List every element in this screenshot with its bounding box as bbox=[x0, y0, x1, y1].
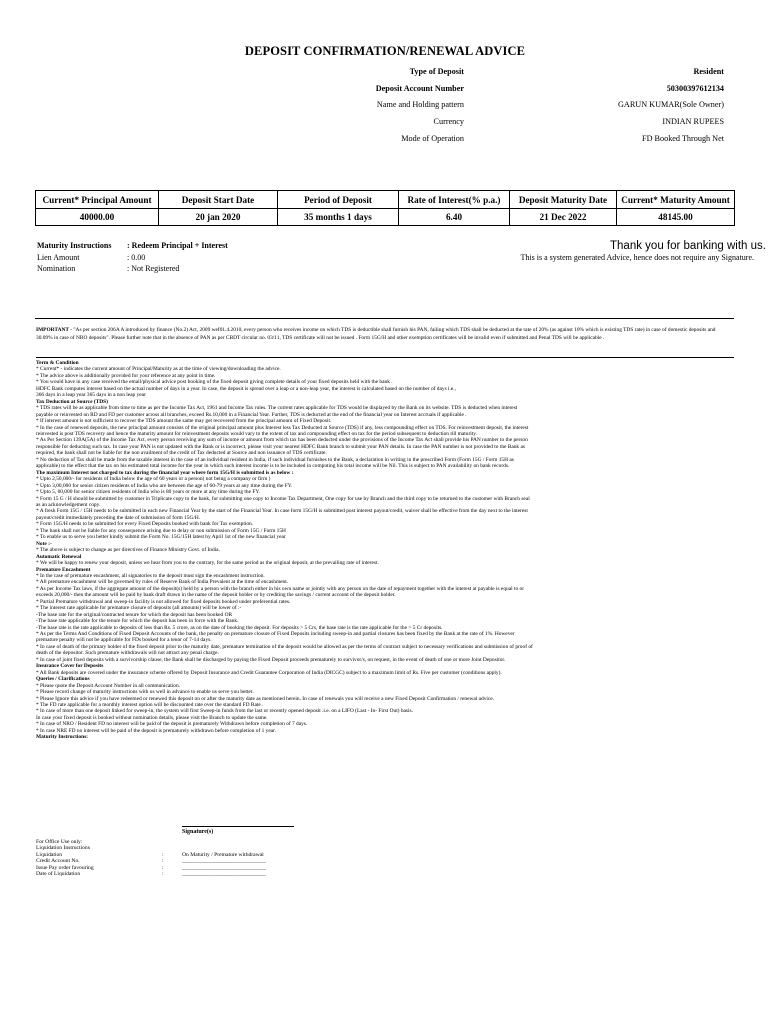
office-label: Credit Account No. bbox=[36, 858, 80, 865]
terms-line: * A fresh Form 15G / 15H needs to be submitted in each new Financial Year by the start of the Financial Year. In case form 15G/H is submitted post interest payout/credit, waiver shall be effective from the day next to the interest bbox=[36, 508, 528, 515]
terms-line: * The interest rate applicable for premature closure of deposits (all amounts) will be lower of :- bbox=[36, 605, 242, 612]
detail-label: Deposit Account Number bbox=[375, 84, 464, 93]
detail-value: 50300397612134 bbox=[666, 84, 724, 93]
terms-line: responsible for deducting such tax. In case your PAN is not updated with the Bank or is incorrect, please visit your nearest HDFC Bank branch to submit your PAN details. In case the PAN number is not provided to the Bank as bbox=[36, 443, 525, 450]
detail-value: GARUN KUMAR(Sole Owner) bbox=[618, 100, 724, 109]
terms-line: -The base rate for the original/contracted tenure for which the deposit has been booked OR bbox=[36, 611, 233, 618]
summary-value-cell: 35 months 1 days bbox=[278, 209, 399, 226]
thanks-message: Thank you for banking with us. bbox=[610, 240, 766, 252]
terms-line: * TDS rates will be as applicable from time to time as per the Income Tax Act, 1961 and Income Tax rules. The current rates applicable for TDS would be displayed by the Bank on its website. TDS is deducted when interest bbox=[36, 405, 518, 412]
detail-label: Currency bbox=[433, 117, 464, 126]
signature-line bbox=[182, 826, 294, 827]
terms-heading: Insurance Cover for Deposits bbox=[36, 663, 104, 670]
terms-line: * In case of joint fixed deposits with a survivorship clause, the Bank shall be discharged by paying the Fixed Deposit proceeds prematurely to survivor/s, on request, in the event of death of one or more Joint Depositor. bbox=[36, 656, 506, 663]
summary-header-row bbox=[36, 191, 735, 209]
office-value: ______________________________ bbox=[182, 858, 266, 865]
terms-line: * In case of more than one deposit linked for sweep-in, the system will first Sweep-in funds from the last or recently opened deposit .i.e. on a LIFO (Last - In- First Out) basis. bbox=[36, 708, 413, 715]
important-text: "As per section 206A A introduced by finance (No.2) Act, 2009 wef01.4.2010, every person who receives income on which TDS is deductible shall furnish his PAN, failing which TDS shall be deducted at the rate of 20% (as against 10% which is existing TDS rate) in case of domestic deposits and 30.09% in case of NRO deposits". Please further note that in the absence of PAN as per CBDT circular no. 03/11, TDS certificate will not be issued . Form 15G/H and other exemption certificates will be invalid even if submitted and Penal TDS will be applicable . bbox=[36, 327, 716, 341]
terms-line: In case your fixed deposit is booked without nomination details, please visit the Branch to update the same. bbox=[36, 714, 268, 721]
detail-value: INDIAN RUPEES bbox=[662, 117, 724, 126]
summary-value-row bbox=[36, 209, 735, 226]
detail-label: Type of Deposit bbox=[409, 67, 464, 76]
terms-line: -The base rate is the rate applicable to deposits of less than Rs. 5 crore, as on the date of booking the deposit. For deposits > 5 Crs, the base rate is the rate applicable for the > 5 Cr deposits. bbox=[36, 624, 443, 631]
office-label: Liquidation bbox=[36, 851, 63, 858]
office-label: Issue Pay order favouring bbox=[36, 864, 94, 871]
terms-line: 366 days in a leap year 365 days in a non leap year bbox=[36, 392, 146, 399]
terms-line: * Upto 5, 00,000 for senior citizen residents of India who is 80 years or more at any time during the FY. bbox=[36, 489, 260, 496]
terms-line: * Upto 3,00,000 for senior citizen residents of India who are between the age of 60-79 years at any time during the FY. bbox=[36, 482, 293, 489]
page-title: DEPOSIT CONFIRMATION/RENEWAL ADVICE bbox=[244, 44, 526, 58]
office-separator: : bbox=[162, 864, 164, 871]
terms-line: * Please record change of maturity instructions with us well in advance to enable us serve you better. bbox=[36, 689, 254, 696]
terms-line: * Current* - indicates the current amount of Principal/Maturity as at the time of viewing/downloading the advice. bbox=[36, 366, 281, 373]
office-value: On Maturity / Premature withdrawal bbox=[182, 851, 264, 858]
terms-line: premature penalty will not be applicable for FDs booked for a tenor of 7-14 days. bbox=[36, 637, 212, 644]
maturity-label: Maturity Instructions bbox=[37, 241, 112, 250]
terms-line: * As Per Section 139A(5A) of the Income Tax Act, every person receiving any sum of income or amount from which tax has been deducted under the provisions of the Income Tax Act shall provide his PAN number to the person bbox=[36, 437, 528, 444]
terms-line: * Form 15 G / H should be submitted by customer in Triplicate copy to the bank, for submitting one copy to Income Tax Department, One copy for use by Branch and the third copy to be returned to the customer with Branch seal bbox=[36, 495, 530, 502]
terms-line: * To enable us to serve you better kindly submit the Form No. 15G/15H latest by April 1st of the new financial year bbox=[36, 534, 286, 541]
terms-line: exceeds 20,000/- then the amount will be paid by bank draft drawn in the name of the deposit holder or by crediting the savings / current account of the deposit holder. bbox=[36, 592, 396, 599]
maturity-value: : 0.00 bbox=[127, 253, 146, 262]
office-value: ______________________________ bbox=[182, 870, 266, 877]
terms-line: payout/credit immediately preceding the date of submission of form 15G/H. bbox=[36, 514, 201, 521]
terms-line: applicable) to the effect that the tax on his estimated total income for the year in which such interest income is to be included in computing his total income will be Nil. This is subject to PAN availability on bank records. bbox=[36, 463, 510, 470]
terms-line: * We will be happy to renew your deposit, unless we hear from you to the contrary, for the same period as the original deposit, at the prevailing rate of interest. bbox=[36, 560, 379, 567]
signature-label: Signature(s) bbox=[182, 829, 214, 835]
terms-heading: Note :- bbox=[36, 540, 52, 547]
terms-heading: Maturity Instructions: bbox=[36, 734, 88, 741]
divider bbox=[35, 318, 734, 319]
maturity-label: Nomination bbox=[37, 264, 76, 273]
terms-line: * Upto 2,50,000/- for residents of India below the age of 60 years or a person( not being a company or firm ) bbox=[36, 476, 271, 483]
important-notice bbox=[36, 327, 730, 342]
terms-line: * As per the Terms And Conditions of Fixed Deposit Accounts of the bank, the penalty on premature closure of Fixed Deposits including sweep-in and partial closures has been fixed by the Bank at the rate of 1%. However bbox=[36, 631, 515, 638]
summary-value-cell: 6.40 bbox=[399, 209, 510, 226]
summary-header-cell: Current* Maturity Amount bbox=[617, 191, 735, 209]
terms-heading: Term & Condition bbox=[36, 360, 79, 366]
important-heading: IMPORTANT - bbox=[36, 327, 72, 333]
summary-header-cell: Deposit Start Date bbox=[159, 191, 278, 209]
deposit-summary-table bbox=[35, 190, 735, 226]
terms-line: * The FD rate applicable for a monthly interest option will be discounted rate over the standard FD Rate . bbox=[36, 702, 264, 709]
summary-value-cell: 40000.00 bbox=[36, 209, 159, 226]
terms-heading: Premature Encashment bbox=[36, 566, 91, 573]
summary-header-cell: Deposit Maturity Date bbox=[510, 191, 617, 209]
terms-line: * As per Income Tax laws, if the aggregate amount of the deposit(s) held by a person with the branch either in his own name or jointly with any person on the date of repayment together with the interest at payable is equal to or bbox=[36, 585, 524, 592]
summary-value-cell: 21 Dec 2022 bbox=[510, 209, 617, 226]
terms-line: reinvested is post TDS recovery and hence the maturity amount for reinvestment deposits would vary to the extent of tax and compounding effect on tax for the period subsequent to deduction till maturity. bbox=[36, 430, 477, 437]
terms-line: * In the case of premature encashment, all signatories to the deposit must sign the encashment instruction. bbox=[36, 572, 265, 579]
terms-and-conditions bbox=[36, 357, 734, 741]
summary-value-cell: 20 jan 2020 bbox=[159, 209, 278, 226]
summary-value-cell: 48145.00 bbox=[617, 209, 735, 226]
terms-heading: Queries / Clarifications bbox=[36, 676, 90, 683]
terms-line: * You would have in any case received the email/physical advice post booking of the fixed deposit giving complete details of your fixed deposits held with the bank . bbox=[36, 379, 393, 386]
terms-line: * Please quote the Deposit Account Number in all communication. bbox=[36, 682, 181, 689]
terms-heading: The maximum Interest not charged to tax during the financial year where form 15G/H is submitted is as below : bbox=[36, 469, 294, 476]
terms-line: * Form 15G/H needs to be submitted for every Fixed Deposits booked with bank for Tax exemption. bbox=[36, 521, 254, 528]
terms-line: * Please Ignore this advice if you have redeemed or renewed this deposit on or after the maturity date as mentioned herein. In case of renewals you will receive a new Fixed Deposit Confirmation / renewal advice. bbox=[36, 695, 495, 702]
office-label: For Office Use only: bbox=[36, 839, 83, 845]
maturity-value: : Redeem Principal + Interest bbox=[127, 241, 228, 250]
system-generated-note: This is a system generated Advice, hence does not require any Signature. bbox=[520, 253, 754, 262]
terms-line: * Partial Premature withdrawal and sweep-in facility is not allowed for fixed deposits booked under preferential rates. bbox=[36, 598, 291, 605]
office-separator: : bbox=[162, 851, 164, 858]
terms-line: * All Bank deposits are covered under the insurance scheme offered by Deposit Insurance and Credit Guarantee Corporation of India (DICGC) subject to a maximum limit of Rs. Five per customer (conditions apply). bbox=[36, 669, 502, 676]
detail-label: Name and Holding pattern bbox=[376, 100, 464, 109]
detail-value: FD Booked Through Net bbox=[642, 134, 724, 143]
terms-line: death of the depositor. Such premature withdrawals will not attract any penal charge. bbox=[36, 650, 219, 657]
terms-line: payable or reinvested on RD and FD per customer across all branches, exceed Rs.10,000 in a Financial Year. Further, TDS is deducted at the end of the financial year on Interest accruals if applicable . bbox=[36, 411, 467, 418]
summary-header-cell: Period of Deposit bbox=[278, 191, 399, 209]
office-separator: : bbox=[162, 870, 164, 877]
terms-line: * In the case of renewed deposits, the new principal amount consists of the original principal amount plus Interest less Tax Deducted at Source (TDS) if any, less compounding effect on TDS. For reinvestment deposit, the interest bbox=[36, 424, 529, 431]
office-label: Liquidation Instructions bbox=[36, 845, 90, 852]
terms-line: * If interest amount is not sufficient to recover the TDS amount the same may get recovered from the principal amount of Fixed Deposit. bbox=[36, 418, 332, 425]
summary-header-cell: Rate of Interest(% p.a.) bbox=[399, 191, 510, 209]
terms-line: HDFC Bank computes interest based on the actual number of days in a year. In case, the deposit is spread over a leap or a non-leap year, the interest is calculated based on the number of days i.e., bbox=[36, 385, 456, 392]
terms-line: -The base rate applicable for the tenure for which the deposit has been in force with the Bank. bbox=[36, 618, 239, 625]
terms-heading: Automatic Renewal bbox=[36, 553, 82, 560]
terms-line: * All premature encashment will be governed by rules of Reserve Bank of India Prevalent at the time of encashment. bbox=[36, 579, 289, 586]
detail-label: Mode of Operation bbox=[401, 134, 464, 143]
maturity-label: Lien Amount bbox=[37, 253, 80, 262]
terms-line: * The above is subject to change as per directives of Finance Ministry Govt. of India. bbox=[36, 547, 220, 554]
terms-line: * No deduction of Tax shall be made from the taxable interest in the case of an individual resident in India, if such individual furnishes to the Bank, a declaration in writing in the prescribed Form (Form 15G / Form 15H as bbox=[36, 456, 514, 463]
terms-line: as an acknowledgement copy. bbox=[36, 501, 101, 508]
maturity-value: : Not Registered bbox=[127, 264, 180, 273]
office-value: ______________________________ bbox=[182, 864, 266, 871]
detail-value: Resident bbox=[693, 67, 724, 76]
terms-heading: Tax Deduction at Source (TDS) bbox=[36, 398, 108, 405]
office-separator: : bbox=[162, 858, 164, 865]
terms-line: * In case of death of the primary holder of the fixed deposit prior to the maturity date, premature termination of the deposit would be allowed as per the terms of contract subject to necessary verifications and submission of proof of bbox=[36, 643, 533, 650]
terms-line: * In case NRE FD no interest will be paid of the deposit is prematurely withdrawn before completion of 1 year. bbox=[36, 727, 276, 734]
office-label: Date of Liquidation bbox=[36, 870, 81, 877]
summary-header-cell: Current* Principal Amount bbox=[36, 191, 159, 209]
terms-line: required, the bank shall not be liable for the non availment of the credit of Tax deducted at Source and non issuance of TDS certificate. bbox=[36, 450, 327, 457]
terms-line: * The advice above is additionally provided for your reference at any point in time. bbox=[36, 372, 216, 379]
terms-line: * The bank shall not be liable for any consequence arising due to delay or non submission of Form 15G / Form 15H bbox=[36, 527, 286, 534]
terms-line: * In case of NRO / Resident FD no interest will be paid of the deposit is prematurely Withdrawn before completion of 7 days. bbox=[36, 721, 308, 728]
